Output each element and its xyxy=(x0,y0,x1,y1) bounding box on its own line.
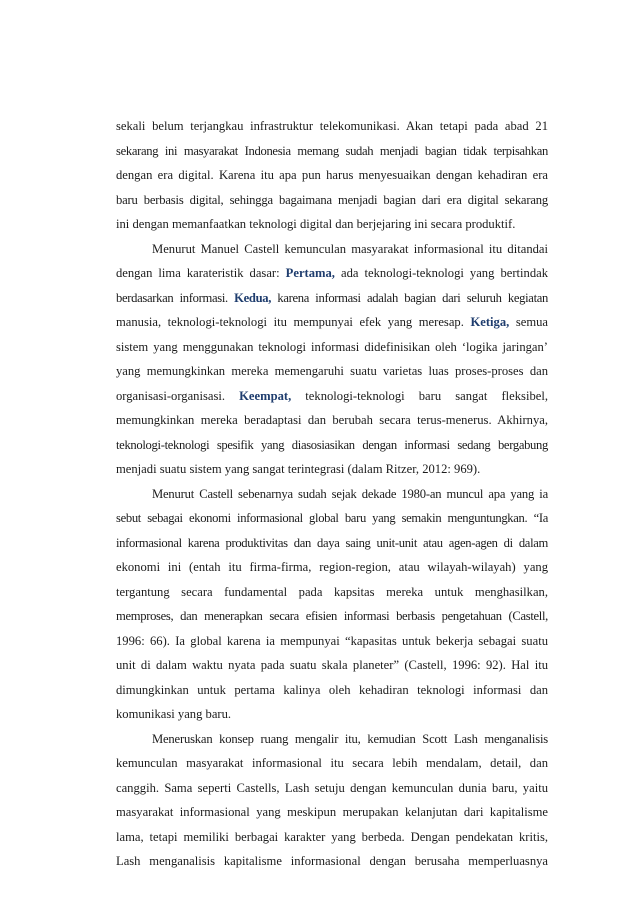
text-line xyxy=(116,384,548,409)
text-segment: Meneruskan konsep ruang mengalir itu, kemudian Scott Lash menganalisis xyxy=(152,731,548,746)
highlighted-term: Kedua, xyxy=(234,290,272,305)
text-segment: memungkinkan mereka beradaptasi dan berubah secara terus-menerus. Akhirnya, xyxy=(116,413,548,427)
paragraph-2 xyxy=(116,237,548,482)
text-segment: sistem yang menggunakan teknologi informasi didefinisikan oleh ‘logika jaringan’ xyxy=(116,339,548,354)
text-segment: dimungkinkan untuk pertama kalinya oleh kehadiran teknologi informasi dan xyxy=(116,682,548,697)
text-line xyxy=(116,261,548,286)
highlighted-term: Ketiga, xyxy=(470,315,510,329)
text-line xyxy=(116,188,548,213)
text-line xyxy=(116,678,548,703)
text-line xyxy=(116,433,548,458)
highlighted-term: Keempat, xyxy=(239,388,292,403)
text-line xyxy=(116,531,548,556)
text-line xyxy=(116,408,548,433)
text-line xyxy=(116,849,548,874)
text-segment: ini dengan memanfaatkan teknologi digital dan berjejaring ini secara produktif. xyxy=(116,217,516,231)
text-line xyxy=(116,653,548,678)
text-segment: berdasarkan informasi. xyxy=(116,290,235,305)
text-line xyxy=(116,114,548,139)
text-segment: ada teknologi-teknologi yang bertindak xyxy=(334,266,548,280)
text-segment: Lash menganalisis kapitalisme informasional dengan berusaha memperluasnya xyxy=(116,854,548,868)
text-segment: sebut sebagai ekonomi informasional global baru yang semakin menguntungkan. “Ia xyxy=(116,511,548,525)
text-segment: komunikasi yang baru. xyxy=(116,707,232,721)
paragraph-4 xyxy=(116,727,548,874)
text-segment: organisasi-organisasi. xyxy=(116,388,240,403)
text-line xyxy=(116,702,548,727)
paragraph-3 xyxy=(116,482,548,727)
text-segment: lama, tetapi memiliki berbagai karakter yang berbeda. Dengan pendekatan kritis, xyxy=(116,829,548,844)
text-line xyxy=(116,237,548,262)
highlighted-term: Pertama, xyxy=(285,266,335,280)
text-segment: dengan lima karateristik dasar: xyxy=(116,266,286,280)
text-segment: teknologi-teknologi spesifik yang diasosiasikan dengan informasi sedang bergabung xyxy=(116,437,548,452)
text-segment: manusia, teknologi-teknologi itu mempunyai efek yang meresap. xyxy=(116,315,471,329)
text-segment: kemunculan masyarakat informasional itu secara lebih mendalam, detail, dan xyxy=(116,756,548,770)
text-line xyxy=(116,139,548,164)
text-segment: tergantung secara fundamental pada kapsitas mereka untuk menghasilkan, xyxy=(116,584,548,599)
text-line xyxy=(116,825,548,850)
text-segment: 1996: 66). Ia global karena ia mempunyai “kapasitas untuk bekerja sebagai suatu xyxy=(116,633,548,648)
text-line xyxy=(116,727,548,752)
text-line xyxy=(116,335,548,360)
text-segment: masyarakat informasional yang meskipun merupakan kelanjutan dari kapitalisme xyxy=(116,805,548,819)
text-line xyxy=(116,212,548,237)
text-line xyxy=(116,310,548,335)
text-segment: Menurut Manuel Castell kemunculan masyarakat informasional itu ditandai xyxy=(152,241,548,256)
paragraph-1 xyxy=(116,114,548,237)
text-segment: unit di dalam waktu nyata pada suatu skala planeter” (Castell, 1996: 92). Hal itu xyxy=(116,658,548,672)
text-line xyxy=(116,604,548,629)
text-segment: teknologi-teknologi baru sangat fleksibel, xyxy=(291,388,548,403)
text-line xyxy=(116,482,548,507)
text-segment: semua xyxy=(509,315,549,329)
text-line xyxy=(116,163,548,188)
text-line xyxy=(116,359,548,384)
body-text xyxy=(116,114,548,874)
text-line xyxy=(116,286,548,311)
text-line xyxy=(116,776,548,801)
text-line xyxy=(116,580,548,605)
text-segment: sekali belum terjangkau infrastruktur telekomunikasi. Akan tetapi pada abad 21 xyxy=(116,119,548,133)
text-segment: menjadi suatu sistem yang sangat terintegrasi (dalam Ritzer, 2012: 969). xyxy=(116,462,481,476)
text-line xyxy=(116,629,548,654)
text-segment: dengan era digital. Karena itu apa pun harus menyesuaikan dengan kehadiran era xyxy=(116,168,548,182)
text-segment: memproses, dan menerapkan secara efisien informasi berbasis pengetahuan (Castell, xyxy=(116,609,548,623)
text-segment: ekonomi ini (entah itu firma-firma, region-region, atau wilayah-wilayah) yang xyxy=(116,560,548,574)
text-segment: karena informasi adalah bagian dari seluruh kegiatan xyxy=(271,290,548,305)
text-segment: baru berbasis digital, sehingga bagaimana menjadi bagian dari era digital sekarang xyxy=(116,192,548,207)
text-segment: informasional karena produktivitas dan daya saing unit-unit atau agen-agen di dalam xyxy=(116,535,548,550)
text-segment: sekarang ini masyarakat Indonesia memang sudah menjadi bagian tidak terpisahkan xyxy=(116,143,548,158)
text-line xyxy=(116,555,548,580)
text-line xyxy=(116,800,548,825)
text-segment: canggih. Sama seperti Castells, Lash setuju dengan kemunculan dunia baru, yaitu xyxy=(116,780,548,795)
text-line xyxy=(116,506,548,531)
text-line xyxy=(116,751,548,776)
text-line xyxy=(116,457,548,482)
text-segment: yang memungkinkan mereka memengaruhi suatu varietas luas proses-proses dan xyxy=(116,364,548,378)
text-segment: Menurut Castell sebenarnya sudah sejak dekade 1980-an muncul apa yang ia xyxy=(152,486,548,501)
